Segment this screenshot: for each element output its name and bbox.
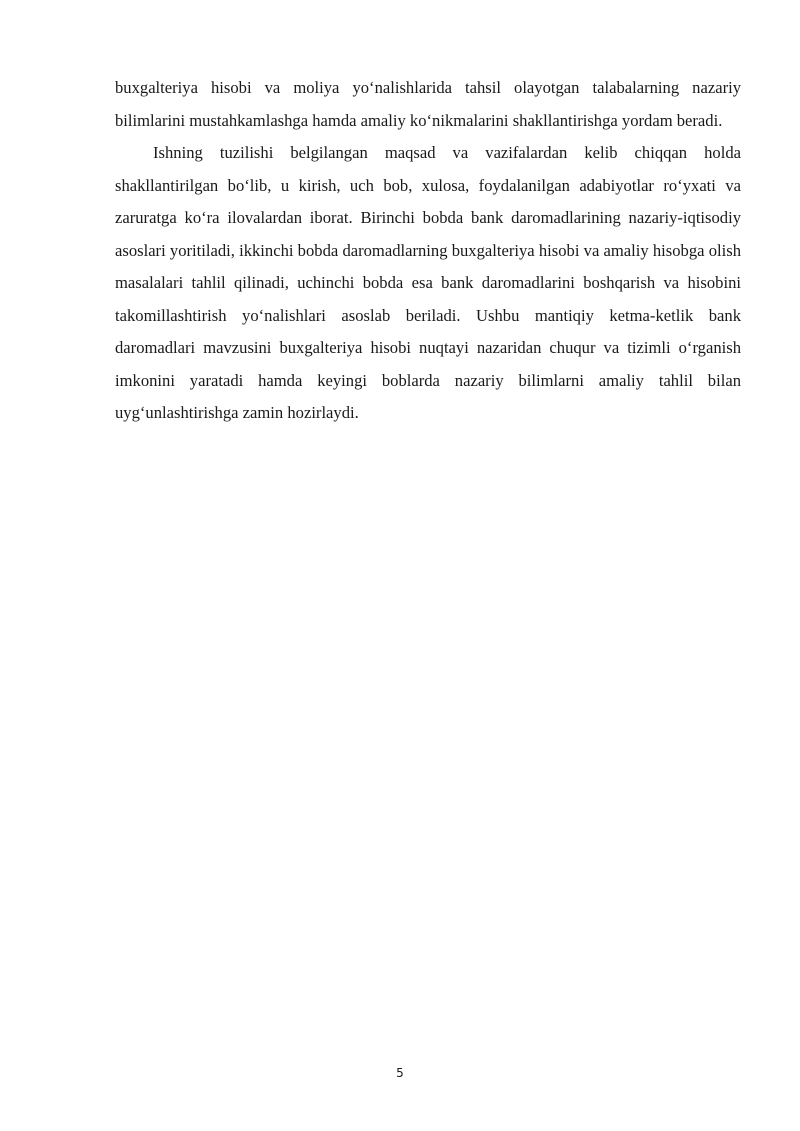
paragraph-structure: Ishning tuzilishi belgilangan maqsad va vazifalardan kelib chiqqan holda shakllantirilgan bo‘lib, u kirish, uch bob, xulosa, foydalanilgan adabiyotlar ro‘yxati va zaruratga ko‘ra ilovalardan iborat. Birinchi bobda bank daromadlarining nazariy-iqtisodiy asoslari yoritiladi, ikkinchi bobda daromadlarning buxgalteriya hisobi va amaliy hisobga olish masalalari tahlil qilinadi, uchinchi bobda esa bank daromadlarini boshqarish va hisobini takomillashtirish yo‘nalishlari asoslab beriladi. Ushbu mantiqiy ketma-ketlik bank daromadlari mavzusini buxgalteriya hisobi nuqtayi nazaridan chuqur va tizimli o‘rganish imkonini yaratadi hamda keyingi boblarda nazariy bilimlarni amaliy tahlil bilan uyg‘unlashtirishga zamin hozirlaydi.	[115, 143, 741, 422]
text-body	[115, 72, 741, 430]
page-number: 5	[396, 1066, 404, 1080]
paragraph-continuation: buxgalteriya hisobi va moliya yo‘nalishlarida tahsil olayotgan talabalarning nazariy bilimlarini mustahkamlashga hamda amaliy ko‘nikmalarini shakllantirishga yordam beradi.	[115, 78, 741, 130]
